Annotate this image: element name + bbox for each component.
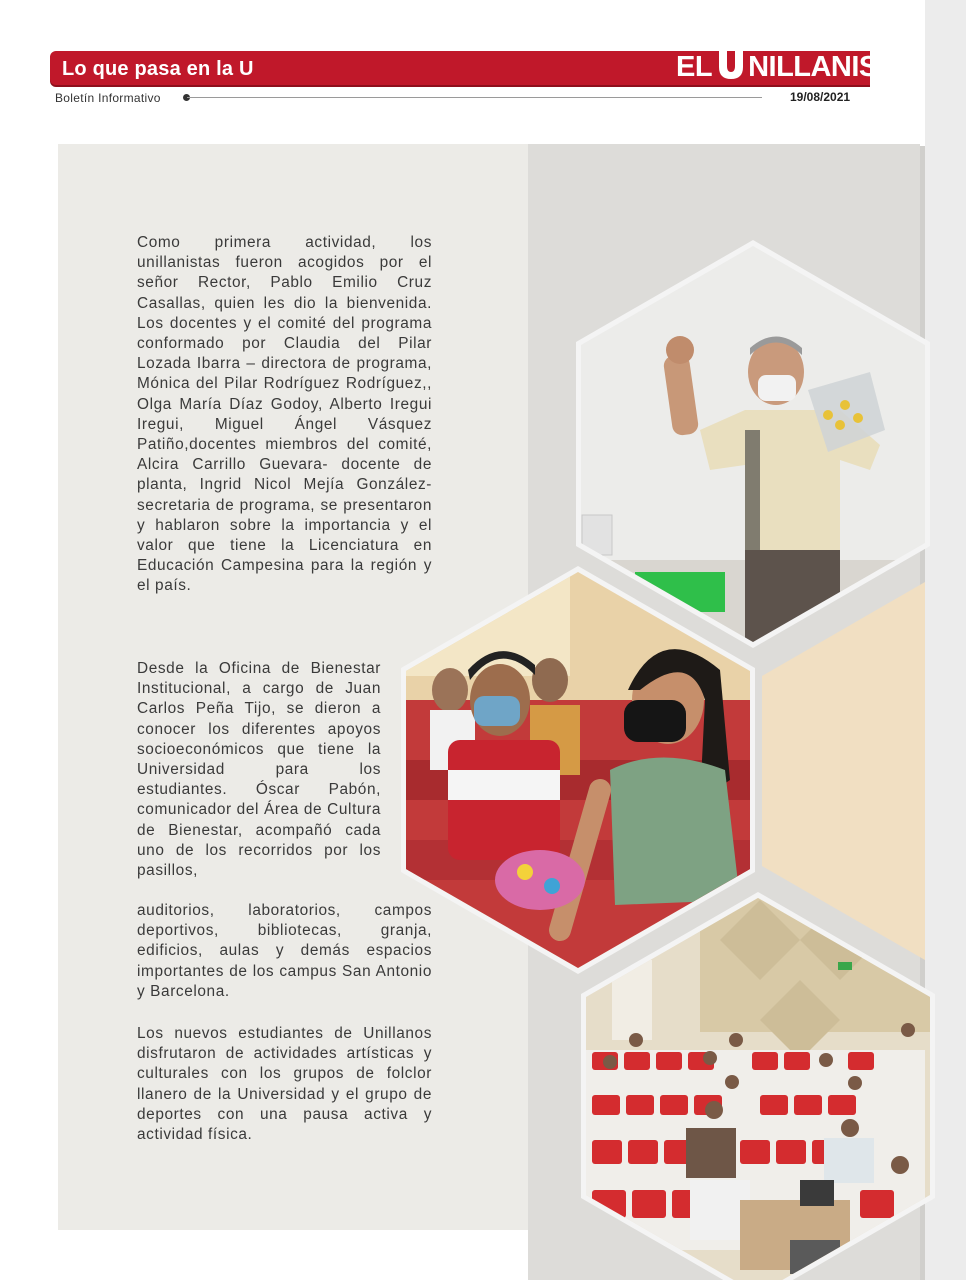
sand-accent-hexagon	[762, 582, 925, 960]
logo-text-right: NILLANISTA	[748, 51, 914, 83]
article-paragraph-2: Desde la Oficina de Bienestar Institucional, a cargo de Juan Carlos Peña Tijo, se dieron a conocer los diferentes apoyos socioeconómicos que tiene la Universidad para los estudiantes. Óscar Pabón, comunicador del Área de Cultura de Bienestar, acompañó cada uno de los recorridos por los pasillos,	[137, 660, 381, 880]
section-title: Lo que pasa en la U	[62, 58, 254, 80]
photo-students-auditorium	[400, 566, 760, 976]
logo-text-left: EL	[676, 51, 713, 83]
article-paragraph-3: Los nuevos estudiantes de Unillanos disfrutaron de actividades artísticas y culturales con los grupos de folclor llanero de la Universidad y el grupo de deportes con una pausa activa y actividad física.	[137, 1025, 432, 1144]
newsletter-subtitle: Boletín Informativo	[55, 91, 161, 105]
photo-rector-welcome	[575, 240, 935, 650]
issue-date: 19/08/2021	[790, 90, 851, 104]
article-paragraph-2-continued: auditorios, laboratorios, campos deportivos, bibliotecas, granja, edificios, aulas y demás espacios importantes de los campus San Antonio y Barcelona.	[137, 902, 432, 1000]
article-paragraph-1: Como primera actividad, los unillanistas fueron acogidos por el señor Rector, Pablo Emilio Cruz Casallas, quien les dio la bienvenida. Los docentes y el comité del programa conformado por Claudia del Pilar Lozada Ibarra – directora de programa, Mónica del Pilar Rodríguez Rodríguez,, Olga María Díaz Godoy, Alberto Iregui Iregui, Miguel Ángel Vásquez Patiño,docentes miembros del comité, Alcira Carrillo Guevara- docente de planta, Ingrid Nicol Mejía González- secretaria de programa, se presentaron y hablaron sobre la importancia y el valor que tiene la Licenciatura en Educación Campesina para la región y el país.	[137, 234, 432, 595]
